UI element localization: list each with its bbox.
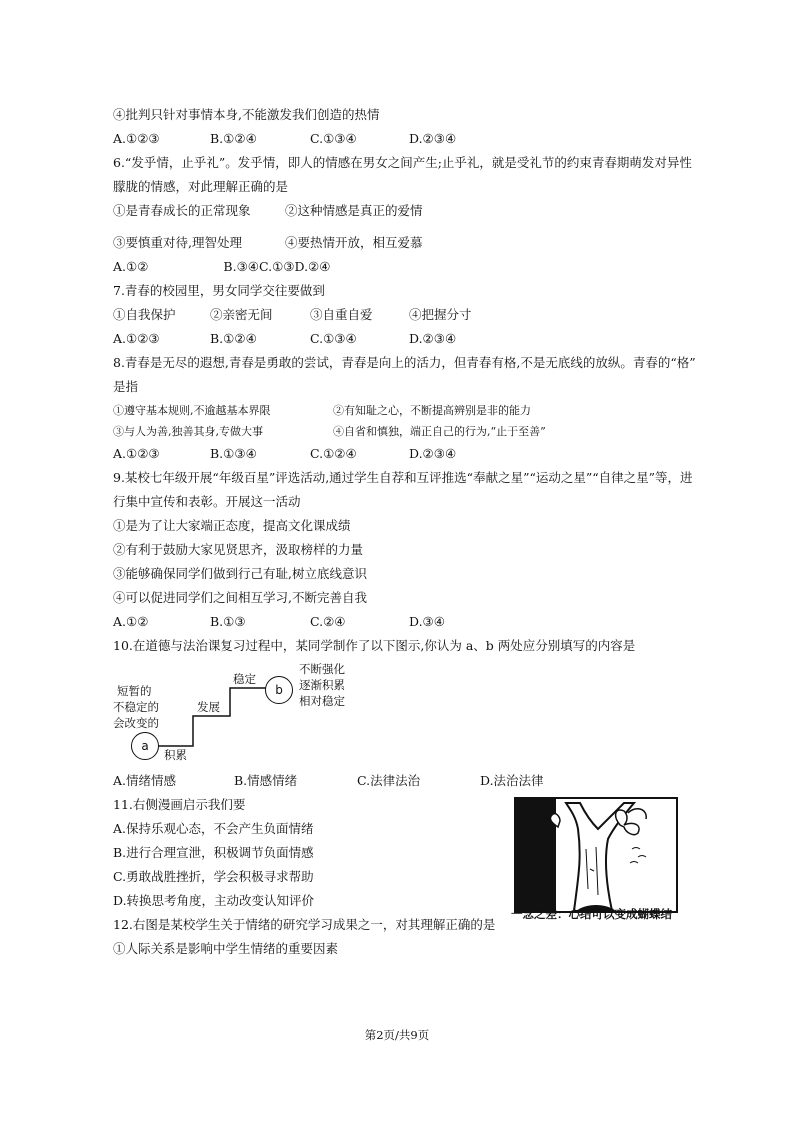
q9-item-1: ①是为了让大家端正态度，提高文化课成绩: [113, 518, 351, 533]
tree-knot-cartoon: [514, 797, 678, 913]
q8-option-c: C.①②④: [310, 446, 357, 461]
q7-option-c: C.①③④: [310, 331, 357, 346]
q9-option-c: C.②④: [310, 614, 346, 629]
q6-item-2: ②这种情感是真正的爱情: [285, 203, 423, 218]
diagram-right-line2: 逐渐积累: [299, 678, 345, 692]
q6-options: A.①② B.③④C.①③D.②④: [113, 259, 331, 274]
q7-item-4: ④把握分寸: [409, 307, 472, 322]
q8-stem-line2: 是指: [113, 379, 139, 394]
q10-option-b: B.情感情绪: [234, 773, 298, 788]
q7-stem: 7.青春的校园里，男女同学交往要做到: [113, 283, 325, 298]
q10-option-c: C.法律法治: [357, 773, 421, 788]
diagram-left-line3: 会改变的: [113, 716, 159, 730]
emotion-staircase-diagram: [113, 660, 393, 770]
diagram-right-line1: 不断强化: [299, 662, 345, 676]
q7-item-1: ①自我保护: [113, 307, 176, 322]
diagram-left-line1: 短暂的: [117, 684, 152, 698]
q6-item-1: ①是青春成长的正常现象: [113, 203, 251, 218]
diagram-circle-b: b: [265, 676, 293, 704]
q8-stem-line1: 8.青春是无尽的遐想,青春是勇敢的尝试，青春是向上的活力，但青春有格,不是无底线的放纵。青春的“格”: [113, 355, 696, 370]
q5-option-d: D.②③④: [409, 131, 457, 146]
diagram-right-line3: 相对稳定: [299, 694, 345, 708]
q9-option-d: D.③④: [409, 614, 445, 629]
q7-option-a: A.①②③: [113, 331, 160, 346]
q8-item-4: ④自省和慎独，端正自己的行为,“止于至善”: [333, 425, 546, 438]
q5-option-b: B.①②④: [210, 131, 257, 146]
q9-item-4: ④可以促进同学们之间相互学习,不断完善自我: [113, 590, 367, 605]
q8-option-a: A.①②③: [113, 446, 160, 461]
q6-item-4: ④要热情开放，相互爱慕: [285, 235, 423, 250]
q8-item-2: ②有知耻之心，不断提高辨别是非的能力: [333, 404, 531, 417]
q11-stem: 11.右侧漫画启示我们要: [113, 797, 246, 812]
q6-item-3: ③要慎重对待,理智处理: [113, 235, 242, 250]
q6-stem-line2: 朦胧的情感，对此理解正确的是: [113, 179, 289, 194]
q9-item-2: ②有利于鼓励大家见贤思齐，汲取榜样的力量: [113, 542, 364, 557]
q6-stem-line1: 6.“发乎情，止乎礼”。发乎情，即人的情感在男女之间产生;止乎礼，就是受礼节的约束青春期萌发对异性: [113, 155, 692, 170]
diagram-step-develop: 发展: [197, 700, 220, 714]
q7-item-3: ③自重自爱: [310, 307, 373, 322]
q9-stem-line1: 9.某校七年级开展“年级百星”评选活动,通过学生自荐和互评推选“奉献之星”“运动之星”“自律之星”等，进: [113, 470, 693, 485]
q7-option-b: B.①②④: [210, 331, 257, 346]
diagram-step-accumulate: 积累: [164, 748, 187, 762]
diagram-circle-a: a: [131, 732, 159, 760]
q8-option-d: D.②③④: [409, 446, 457, 461]
q11-option-c: C.勇敢战胜挫折，学会积极寻求帮助: [113, 869, 314, 884]
q5-option-c: C.①③④: [310, 131, 357, 146]
q8-item-1: ①遵守基本规则,不逾越基本界限: [113, 404, 271, 417]
q7-item-2: ②亲密无间: [210, 307, 273, 322]
q7-option-d: D.②③④: [409, 331, 457, 346]
cartoon-drawing: [516, 799, 676, 911]
q9-stem-line2: 行集中宣传和表彰。开展这一活动: [113, 494, 301, 509]
q12-stem: 12.右图是某校学生关于情绪的研究学习成果之一，对其理解正确的是: [113, 917, 496, 932]
q9-option-a: A.①②: [113, 614, 149, 629]
q10-option-d: D.法治法律: [480, 773, 544, 788]
q11-option-a: A.保持乐观心态，不会产生负面情绪: [113, 821, 314, 836]
diagram-left-line2: 不稳定的: [113, 700, 159, 714]
page-footer: 第2页/共9页: [364, 1028, 430, 1042]
q5-item-4: ④批判只针对事情本身,不能激发我们创造的热情: [113, 107, 380, 122]
q10-stem: 10.在道德与法治课复习过程中，某同学制作了以下图示,你认为 a、b 两处应分别填写的内容是: [113, 638, 636, 653]
diagram-step-stable: 稳定: [233, 672, 256, 686]
q9-option-b: B.①③: [210, 614, 246, 629]
q5-option-a: A.①②③: [113, 131, 160, 146]
q10-option-a: A.情绪情感: [113, 773, 177, 788]
q9-item-3: ③能够确保同学们做到行己有耻,树立底线意识: [113, 566, 367, 581]
q8-item-3: ③与人为善,独善其身,专做大事: [113, 425, 263, 438]
q11-option-d: D.转换思考角度，主动改变认知评价: [113, 893, 315, 908]
q12-item-1: ①人际关系是影响中学生情绪的重要因素: [113, 941, 339, 956]
q8-option-b: B.①③④: [210, 446, 257, 461]
q11-option-b: B.进行合理宣泄，积极调节负面情感: [113, 845, 314, 860]
cartoon-caption: 一念之差：心结可以变成蝴蝶结: [511, 907, 672, 921]
